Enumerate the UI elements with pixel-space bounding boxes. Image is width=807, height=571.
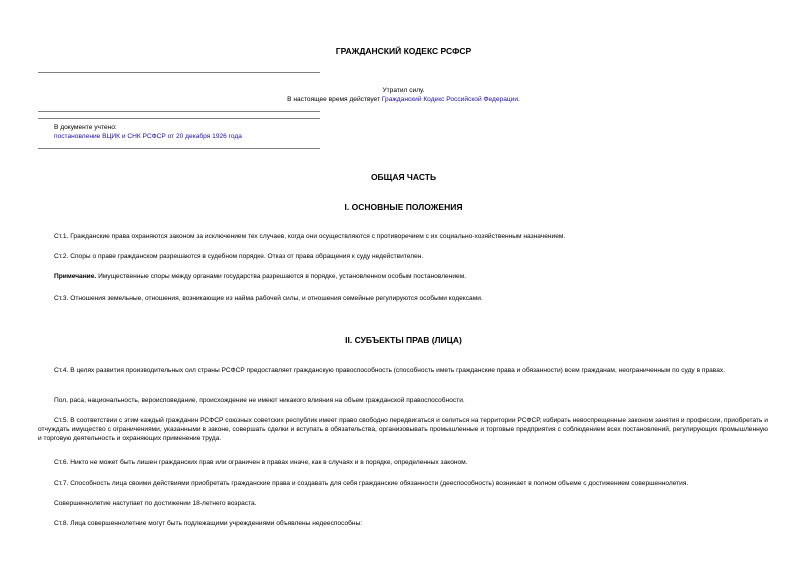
section-general: ОБЩАЯ ЧАСТЬ (370, 172, 437, 182)
note-label: Примечание. (54, 273, 97, 280)
civil-code-rf-link[interactable]: Гражданский Кодекс Российской Федерации (381, 96, 519, 103)
divider (38, 111, 320, 112)
article-4: Ст.4. В целях развития производительных сил страны РСФСР предоставляет гражданскую правоспособность (способность иметь гражданские права и обязанности) всем гражданам, неограниченным по суду в правах. (54, 367, 726, 374)
article-8: Ст.8. Лица совершеннолетние могут быть подлежащими учреждениями объявлены недееспособны: (54, 520, 363, 527)
status-prefix: В настоящее время действует (287, 96, 382, 103)
article-1: Ст.1. Гражданские права охраняются законом за исключением тех случаев, когда они осуществляются с противоречием с их социально-хозяйственным назначением. (54, 233, 566, 240)
divider (38, 118, 320, 119)
article-2: Ст.2. Споры о праве гражданском разрешаются в судебном порядке. Отказ от права обращения к суду недействителен. (54, 253, 424, 260)
section-2-heading: II. СУБЪЕКТЫ ПРАВ (ЛИЦА) (345, 335, 462, 345)
article-4-part-2: Пол, раса, национальность, вероисповедание, происхождение не имеют никакого влияния на объем гражданской правоспособности. (54, 397, 465, 404)
note-text: Имущественные споры между органами государства разрешаются в порядке, установленном особым постановлением. (96, 273, 467, 280)
article-6: Ст.6. Никто не может быть лишен гражданских прав или ограничен в правах иначе, как в случаях и в порядке, определенных законом. (54, 459, 468, 466)
status-line: Утратил силу. (382, 87, 425, 94)
article-5: Ст.5. В соответствии с этим каждый гражданин РСФСР союзных советских республик имеет право свободно передвигаться и селиться на территории РСФСР, избирать невоспрещенные законом занятия и профессии, приобретать и отчуждать имущество с ограничениями, указанными в законе, совершать сделки и вступать в обязательства, организовывать промышленные и торговые предприятия с соблюдением всех постановлений, регулирующих промышленную и торговую деятельность и охраняющих применение труда. (38, 417, 768, 442)
divider (38, 72, 320, 73)
status-current (0, 95, 807, 104)
document-title: ГРАЖДАНСКИЙ КОДЕКС РСФСР (335, 46, 472, 56)
decree-link[interactable]: постановление ВЦИК и СНК РСФСР от 20 декабря 1926 года (54, 133, 242, 140)
article-3: Ст.3. Отношения земельные, отношения, возникающие из найма рабочей силы, и отношения семейные регулируются особыми кодексами. (54, 295, 483, 302)
article-7: Ст.7. Способность лица своими действиями приобретать гражданские права и создавать для себя гражданские обязанности (дееспособность) возникает в полном объеме с достижением совершеннолетия. (54, 480, 689, 487)
divider (38, 148, 320, 149)
article-7-part-2: Совершеннолетие наступает по достижении 18-летнего возраста. (54, 500, 257, 507)
status-suffix: . (518, 96, 520, 103)
notice-label: В документе учтено: (54, 124, 117, 131)
section-1-heading: I. ОСНОВНЫЕ ПОЛОЖЕНИЯ (344, 202, 463, 212)
note-paragraph (38, 272, 768, 281)
